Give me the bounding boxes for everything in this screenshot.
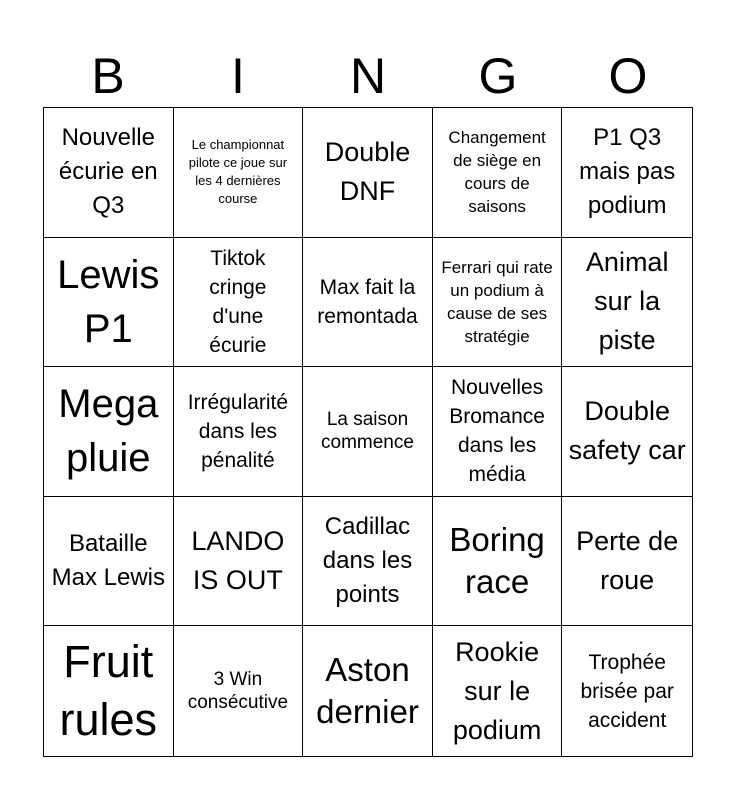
cell-text: Max fait la remontada <box>317 275 418 328</box>
bingo-cell[interactable] <box>303 626 433 756</box>
bingo-cell[interactable] <box>562 108 692 238</box>
header-letter-i: I <box>231 48 245 104</box>
bingo-cell[interactable] <box>303 108 433 238</box>
bingo-cell[interactable] <box>44 108 174 238</box>
header-letter-g: G <box>478 48 518 104</box>
bingo-cell[interactable] <box>433 626 563 756</box>
bingo-cell[interactable] <box>174 238 304 368</box>
bingo-cell[interactable] <box>562 238 692 368</box>
cell-text: LANDO IS OUT <box>191 526 285 596</box>
cell-text: Ferrari qui rate un podium à cause de ses stratégie <box>441 257 553 346</box>
bingo-cell[interactable] <box>562 367 692 497</box>
bingo-cell[interactable] <box>303 497 433 627</box>
bingo-cell[interactable] <box>562 497 692 627</box>
cell-text: Perte de roue <box>576 526 679 596</box>
bingo-cell[interactable] <box>44 497 174 627</box>
bingo-cell[interactable] <box>174 626 304 756</box>
cell-text: Aston dernier <box>316 651 419 731</box>
bingo-cell[interactable] <box>303 367 433 497</box>
bingo-cell[interactable] <box>44 238 174 368</box>
cell-text: P1 Q3 mais pas podium <box>579 124 676 220</box>
bingo-cell[interactable] <box>433 238 563 368</box>
cell-text: Tiktok cringe d'une écurie <box>209 246 267 357</box>
cell-text: Nouvelle écurie en Q3 <box>58 124 158 220</box>
cell-text: Mega pluie <box>58 382 159 481</box>
cell-text: Rookie sur le podium <box>452 636 542 745</box>
cell-text: Lewis P1 <box>57 252 160 351</box>
bingo-header <box>43 46 693 106</box>
cell-text: Irrégularité dans les pénalité <box>187 390 289 472</box>
bingo-grid <box>43 107 693 757</box>
header-letter-n: N <box>349 48 387 104</box>
bingo-cell[interactable] <box>433 108 563 238</box>
cell-text: La saison commence <box>321 409 414 454</box>
cell-text: Boring race <box>449 521 545 601</box>
bingo-cell[interactable] <box>174 497 304 627</box>
bingo-cell[interactable] <box>44 626 174 756</box>
cell-text: Cadillac dans les points <box>322 513 413 609</box>
cell-text: Double safety car <box>568 396 686 466</box>
bingo-cell[interactable] <box>174 108 304 238</box>
header-letter-b: B <box>91 48 125 104</box>
cell-text: Animal sur la piste <box>585 247 669 356</box>
cell-text: Trophée brisée par accident <box>580 650 674 732</box>
cell-text: Changement de siège en cours de saisons <box>448 128 546 217</box>
cell-text: Nouvelles Bromance dans les média <box>449 376 545 487</box>
cell-text: Bataille Max Lewis <box>51 530 165 592</box>
cell-text: Double DNF <box>324 137 411 207</box>
bingo-cell[interactable] <box>433 497 563 627</box>
cell-text: Fruit rules <box>59 636 158 746</box>
bingo-cell[interactable] <box>433 367 563 497</box>
bingo-cell[interactable] <box>44 367 174 497</box>
cell-text: 3 Win consécutive <box>187 669 289 714</box>
bingo-cell[interactable] <box>174 367 304 497</box>
bingo-cell[interactable] <box>303 238 433 368</box>
bingo-cell[interactable] <box>562 626 692 756</box>
cell-text: Le championnat pilote ce joue sur les 4 dernières course <box>188 137 288 207</box>
header-letter-o: O <box>608 48 648 104</box>
